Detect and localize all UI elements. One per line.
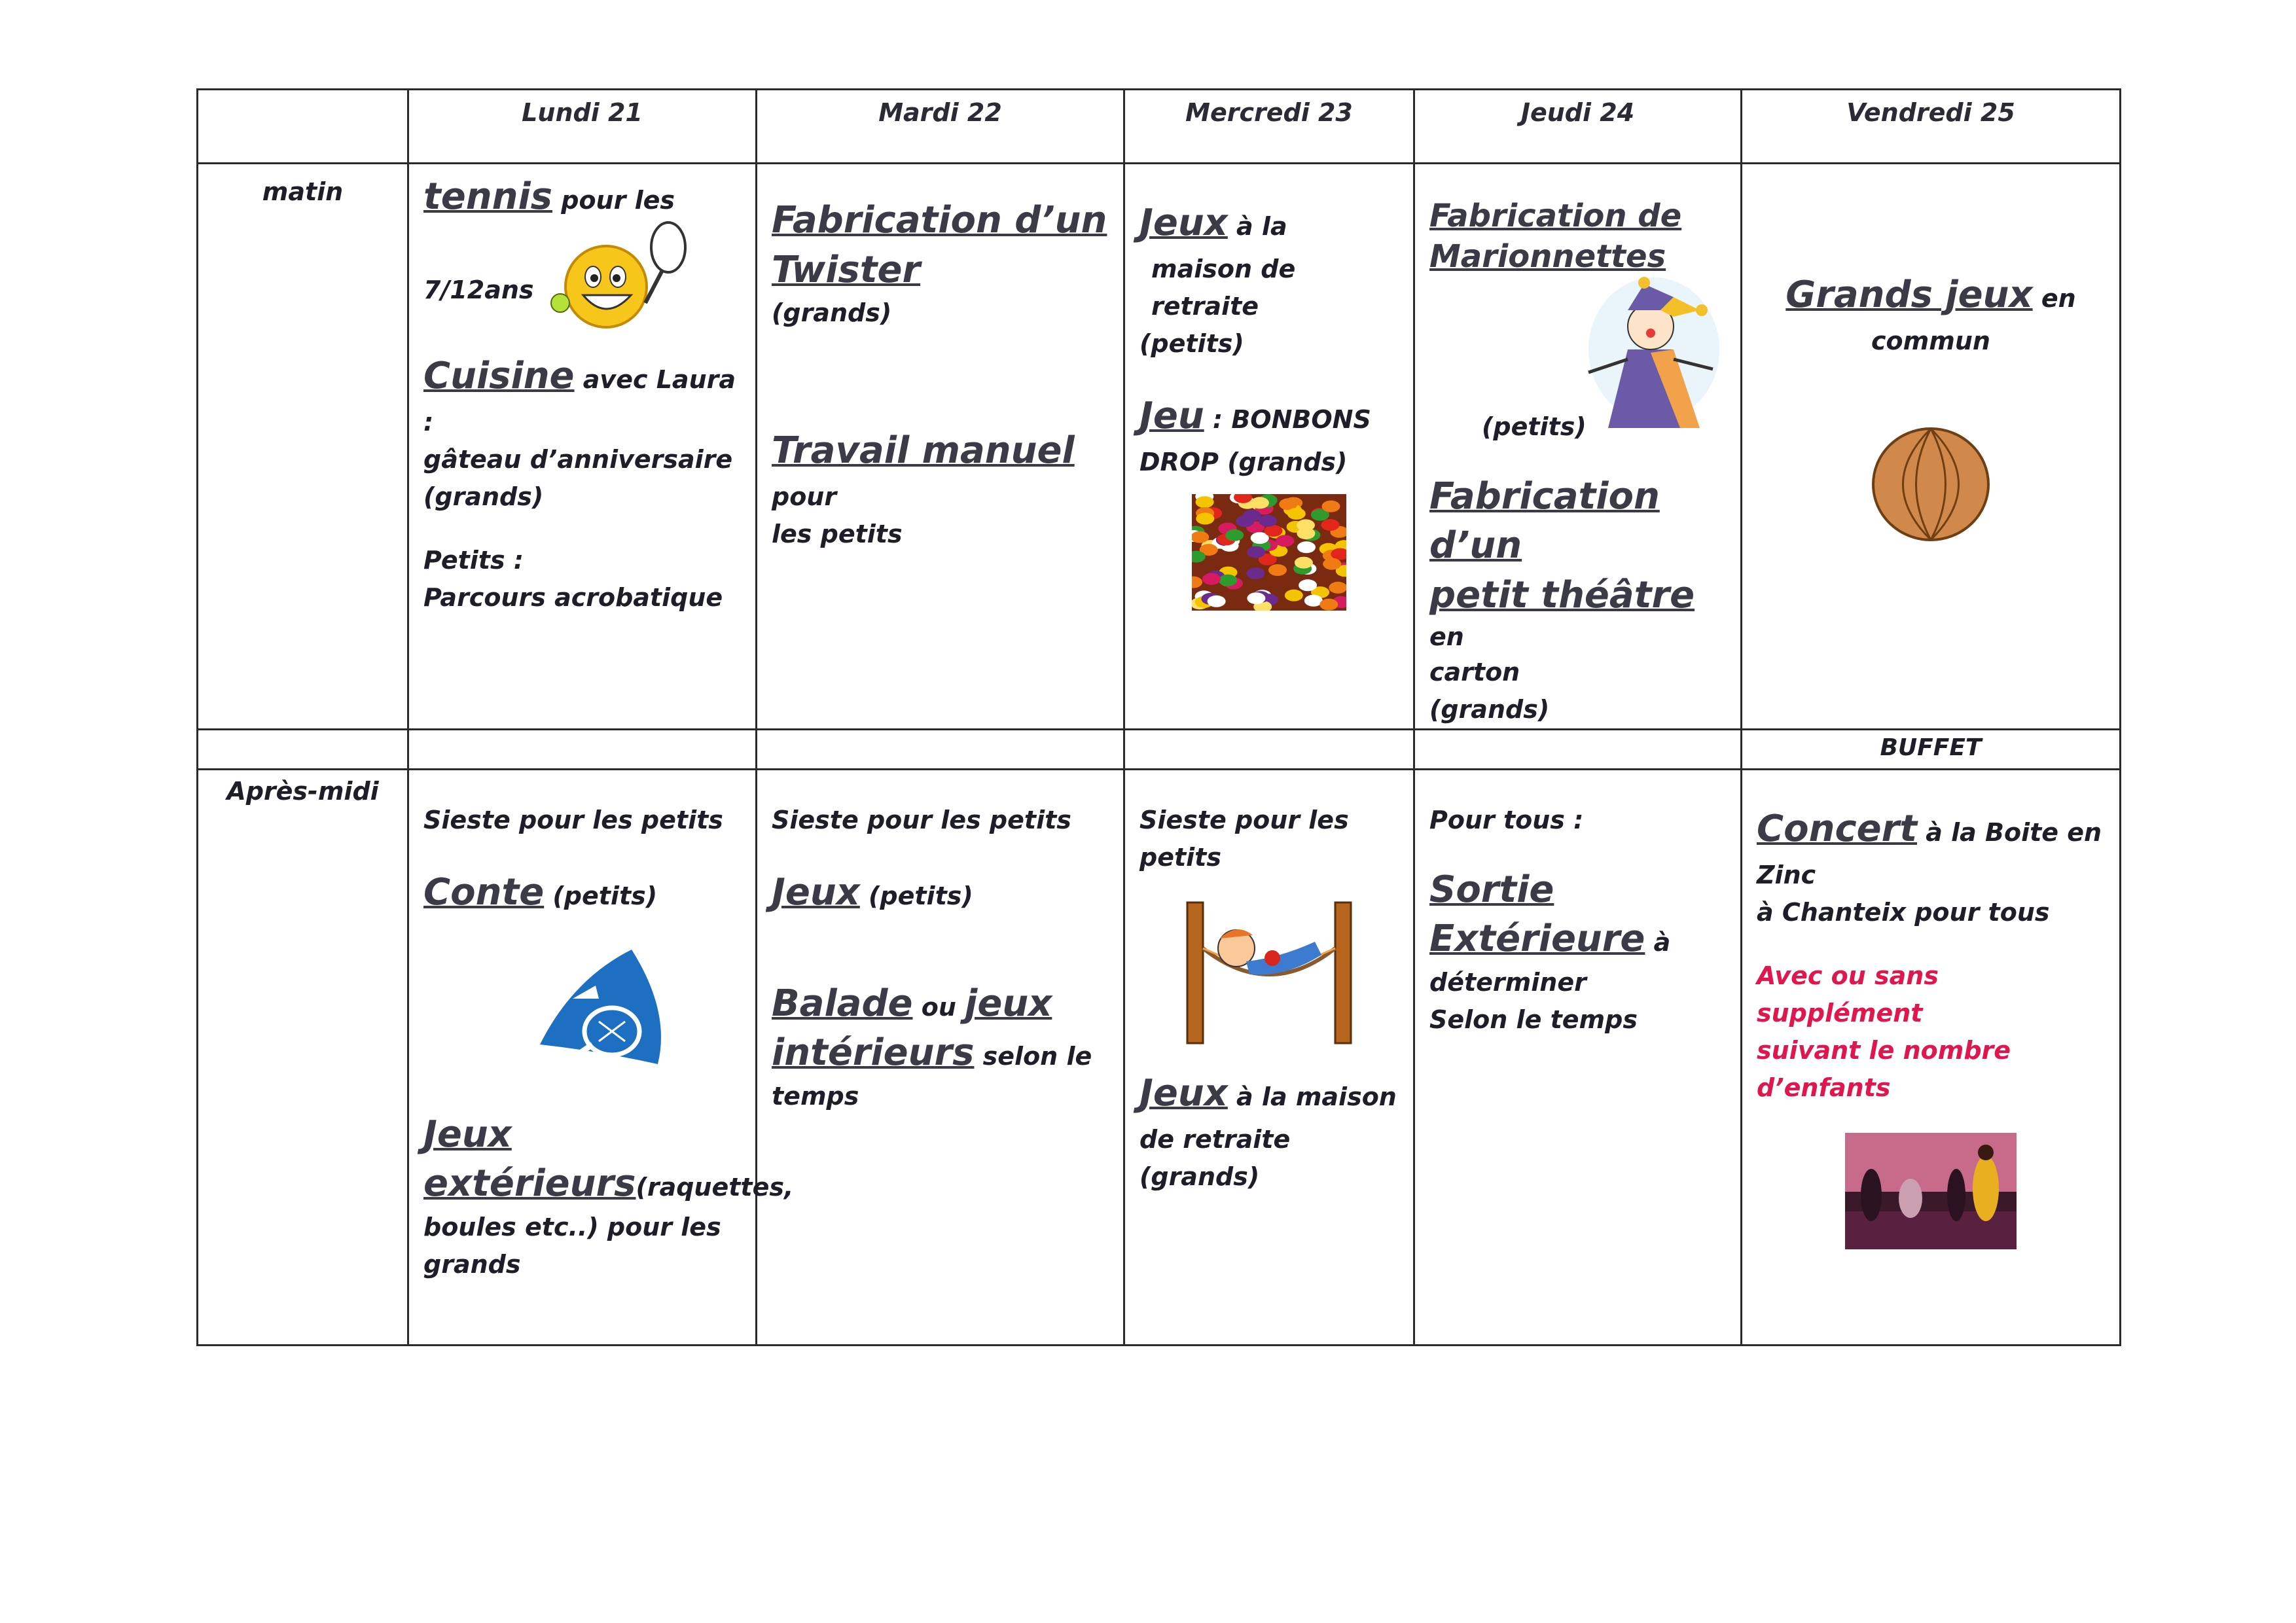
spacer-cell <box>1124 729 1414 769</box>
activity-text: avec Laura : <box>423 365 736 437</box>
activity-text: ou <box>921 992 956 1022</box>
activity-title: Conte <box>423 870 545 914</box>
activity-text: à la maison <box>1236 1082 1397 1111</box>
activity-title: jeux <box>965 982 1052 1025</box>
cell-friday-afternoon <box>1742 769 2121 1345</box>
activity-title: Jeu <box>1139 395 1204 437</box>
activity-title: tennis <box>423 175 553 218</box>
row-label-morning: matin <box>198 164 408 730</box>
activity-text: selon le <box>982 1042 1092 1071</box>
activity-title: extérieurs <box>423 1162 636 1205</box>
day-header-label: Lundi 21 <box>522 98 643 127</box>
ball-image <box>1869 425 1993 543</box>
badminton-icon <box>533 946 671 1084</box>
jelly-beans-image <box>1192 494 1346 611</box>
activity-text: Sieste pour les petits <box>423 805 723 834</box>
activity-text: en <box>1429 622 1464 651</box>
activity-text: (grands) <box>1429 694 1550 724</box>
activity-text: (grands) <box>772 298 892 328</box>
cell-friday-morning <box>1742 164 2121 730</box>
spacer-cell <box>1414 729 1742 769</box>
spacer-cell <box>198 729 408 769</box>
cell-tuesday-morning <box>757 164 1124 730</box>
activity-title: Fabrication d’un <box>772 199 1107 241</box>
puppet-image <box>1569 271 1726 435</box>
buffet-cell <box>1742 729 2121 769</box>
activity-schedule-table <box>196 88 2121 1346</box>
activity-text: Selon le temps <box>1429 1005 1638 1035</box>
activity-title: Jeux <box>1139 202 1228 244</box>
day-header-label: Jeudi 24 <box>1520 98 1635 127</box>
activity-text: déterminer <box>1429 968 1587 997</box>
concert-photo <box>1845 1133 2017 1249</box>
activity-title: Grands jeux <box>1785 274 2033 316</box>
row-label-afternoon: Après-midi <box>198 769 408 1345</box>
activity-title: Balade <box>772 982 913 1025</box>
activity-text: (petits) <box>552 881 658 910</box>
buffet-label: BUFFET <box>1880 734 1982 761</box>
cell-monday-afternoon <box>408 769 794 1345</box>
activity-text: boules etc..) pour les <box>423 1213 721 1242</box>
day-header <box>1124 90 1414 164</box>
activity-text: (petits) <box>1482 412 1587 441</box>
activity-text: (petits) <box>1139 329 1244 358</box>
supplement-note: Avec ou sans supplément <box>1757 961 1939 1027</box>
activity-title: Fabrication de <box>1429 198 1682 234</box>
activity-title: Jeux <box>423 1113 512 1156</box>
activity-text: (grands) <box>423 482 544 511</box>
activity-text: de retraite (grands) <box>1139 1124 1291 1191</box>
activity-text: grands <box>423 1250 521 1279</box>
activity-title: Marionnettes <box>1429 238 1666 276</box>
header-row <box>198 90 2121 164</box>
tennis-smiley-icon <box>541 218 691 336</box>
supplement-note: suivant le nombre d’enfants <box>1757 1035 2011 1102</box>
activity-title: Concert <box>1757 807 1917 850</box>
cell-thursday-afternoon <box>1414 769 1742 1345</box>
cell-monday-morning <box>408 164 757 730</box>
activity-text: : BONBONS <box>1212 405 1371 434</box>
activity-text: à Chanteix pour tous <box>1757 897 2050 927</box>
day-header <box>1742 90 2121 164</box>
day-header-label: Vendredi 25 <box>1846 98 2015 127</box>
activity-title: Fabrication d’un <box>1429 474 1660 567</box>
activity-title: Twister <box>772 248 921 291</box>
activity-text: Sieste pour les petits <box>772 805 1071 834</box>
day-header-label: Mercredi 23 <box>1185 98 1353 127</box>
activity-title: Extérieure <box>1429 918 1645 961</box>
activity-text: à la Boite en Zinc <box>1757 817 2102 889</box>
activity-text: Pour tous : <box>1429 805 1584 834</box>
activity-text: les petits <box>772 520 903 549</box>
activity-title: Sortie <box>1429 868 1554 911</box>
activity-title: Cuisine <box>423 355 575 397</box>
day-header-label: Mardi 22 <box>878 98 1002 127</box>
spacer-cell <box>757 729 1124 769</box>
day-header <box>757 90 1124 164</box>
activity-text: pour <box>772 482 837 512</box>
activity-text: maison de retraite <box>1151 255 1296 321</box>
activity-text: DROP (grands) <box>1139 448 1348 476</box>
activity-text: à <box>1653 928 1671 957</box>
day-header <box>408 90 757 164</box>
cell-wednesday-afternoon <box>1124 769 1414 1345</box>
activity-title: petit théâtre <box>1429 573 1695 616</box>
activity-text: temps <box>772 1082 859 1111</box>
activity-text: en <box>2041 284 2076 313</box>
activity-text: à la <box>1236 212 1287 241</box>
corner-cell <box>198 90 408 164</box>
activity-title: Jeux <box>772 870 860 914</box>
hammock-image <box>1174 896 1364 1046</box>
activity-text: Sieste pour les petits <box>1139 805 1349 872</box>
activity-text: (petits) <box>869 881 973 910</box>
activity-title: Travail manuel <box>772 429 1075 473</box>
lunch-row <box>198 729 2121 769</box>
cell-thursday-morning <box>1414 164 1742 730</box>
cell-wednesday-morning <box>1124 164 1414 730</box>
afternoon-row <box>198 769 2121 1345</box>
activity-title: intérieurs <box>772 1031 975 1075</box>
activity-text: carton <box>1429 657 1520 687</box>
activity-text: Petits : <box>423 546 524 575</box>
activity-title: Jeux <box>1139 1071 1228 1115</box>
activity-text: gâteau d’anniversaire <box>423 445 733 474</box>
day-header <box>1414 90 1742 164</box>
morning-row <box>198 164 2121 730</box>
cell-tuesday-afternoon <box>757 769 1124 1345</box>
activity-text: commun <box>1871 327 1990 355</box>
activity-text: 7/12ans <box>423 275 534 304</box>
activity-text: Parcours acrobatique <box>423 583 723 612</box>
activity-text: (raquettes, <box>636 1173 794 1202</box>
spacer-cell <box>408 729 757 769</box>
activity-text: pour les <box>561 186 675 215</box>
